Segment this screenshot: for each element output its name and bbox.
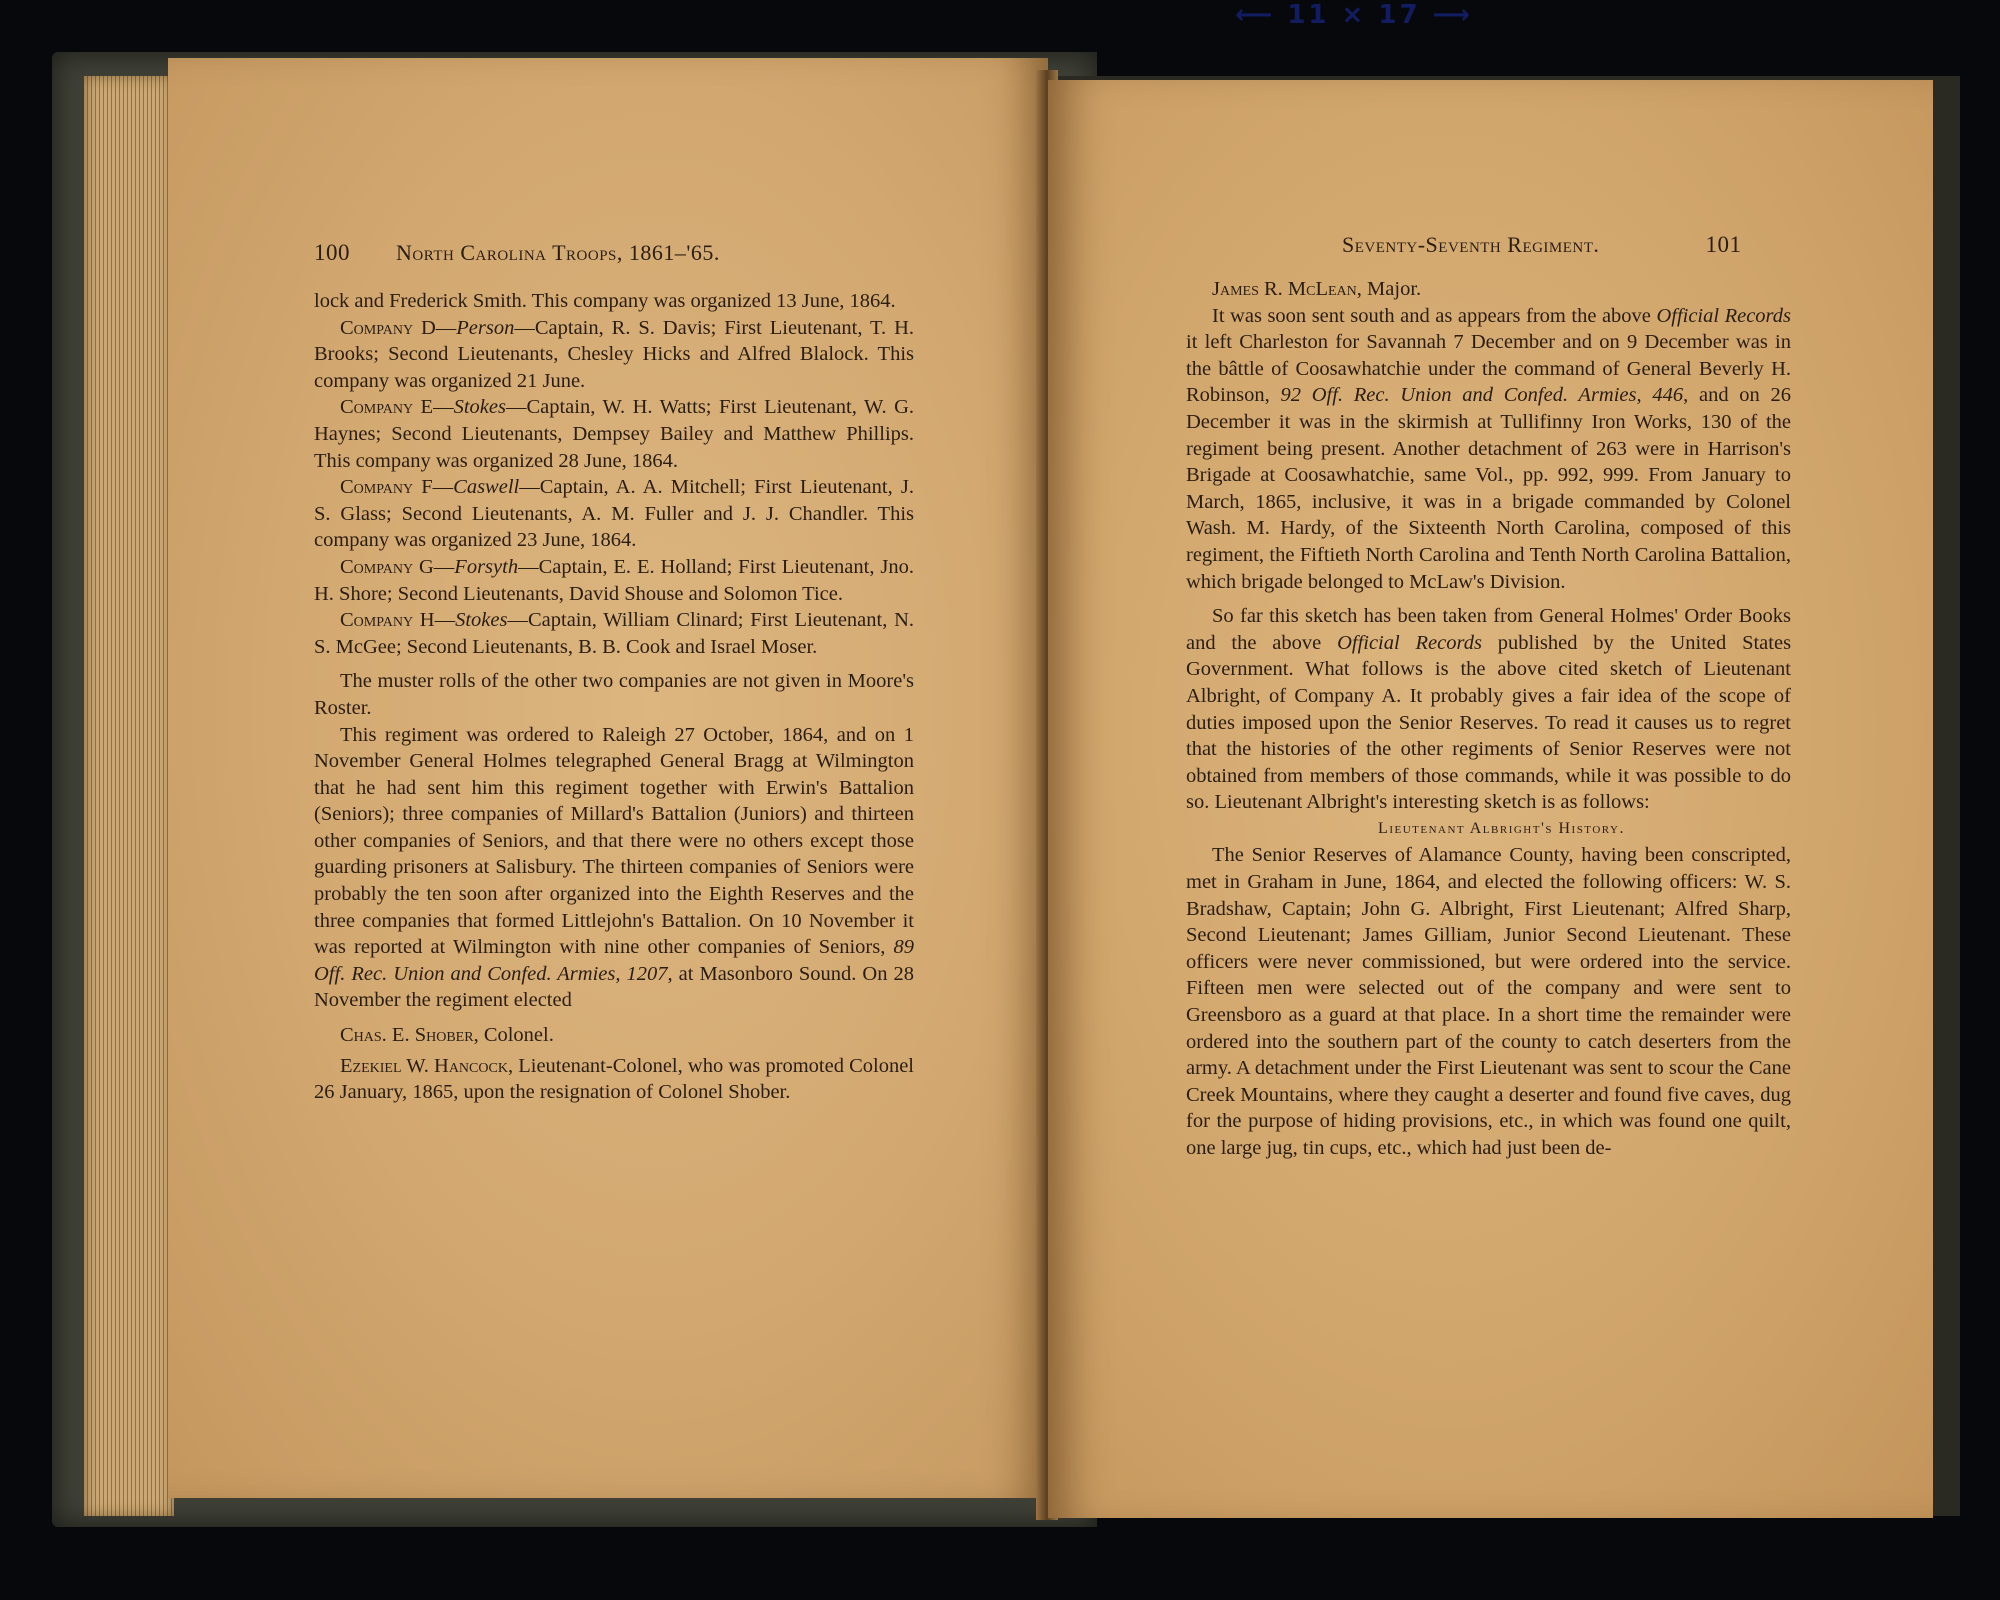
left-paragraph-4: Company G—Forsyth—Captain, E. E. Holland; First Lieutenant, Jno. H. Shore; Second Lieutenants, David Shouse and Solomon Tice. xyxy=(314,555,914,605)
page-edges xyxy=(84,76,174,1516)
left-running-head xyxy=(314,240,720,266)
left-body xyxy=(314,288,914,1106)
right-body xyxy=(1186,276,1791,1162)
right-south-paragraph: It was soon sent south and as appears from the above Official Records it left Charleston for Savannah 7 December and on 9 December was in the bâttle of Coosawhatchie under the command of General Beverly H. Robinson, 92 Off. Rec. Union and Confed. Armies, 446, and on 26 December it was in the skirmish at Tullifinny Iron Works, 130 of the regiment being present. Another detachment of 263 were in Harrison's Brigade at Coosawhatchie, same Vol., pp. 992, 999. From January to March, 1865, inclusive, it was in a brigade commanded by Colonel Wash. M. Hardy, of the Sixteenth North Carolina, composed of this regiment, the Fiftieth North Carolina and Tenth North Carolina Battalion, which brigade belonged to McLaw's Division. xyxy=(1186,304,1792,593)
officer-colonel: Chas. E. Shober, Colonel. xyxy=(340,1024,554,1047)
right-running-title: Seventy-Seventh Regiment. xyxy=(1342,232,1600,257)
left-paragraph-1: Company D—Person—Captain, R. S. Davis; First Lieutenant, T. H. Brooks; Second Lieutenants, Chesley Hicks and Alfred Blalock. This company was organized 21 June. xyxy=(314,316,914,392)
right-history-paragraph: The Senior Reserves of Alamance County, having been conscripted, met in Graham in June, 1864, and elected the following officers: W. S. Bradshaw, Captain; John G. Albright, First Lieutenant; Alfred Sharp, Second Lieutenant; James Gilliam, Junior Second Lieutenant. These officers were never commissioned, but were ordered into the service. Fifteen men were selected out of the company and were sent to Greensboro as a guard at that place. In a short time the remainder were ordered into the southern part of the county to catch deserters from the army. A detachment under the First Lieutenant was sent to scour the Cane Creek Mountains, where they caught a deserter and found five caves, dug for the purpose of hiding provisions, etc., in which was found one quilt, one large jug, tin cups, etc., which had just been de- xyxy=(1186,844,1791,1159)
officer-major: James R. McLean, Major. xyxy=(1212,278,1422,300)
left-muster-paragraph: The muster rolls of the other two companies are not given in Moore's Roster. xyxy=(314,670,914,719)
right-page xyxy=(1048,80,1933,1518)
left-paragraph-5: Company H—Stokes—Captain, William Clinard; First Lieutenant, N. S. McGee; Second Lieutenants, B. B. Cook and Israel Moser. xyxy=(314,609,914,658)
left-paragraph-3: Company F—Caswell—Captain, A. A. Mitchell; First Lieutenant, J. S. Glass; Second Lieutenants, A. M. Fuller and J. J. Chandler. This company was organized 23 June, 1864. xyxy=(314,476,914,552)
right-running-head xyxy=(1342,232,1741,258)
right-sketch-paragraph: So far this sketch has been taken from General Holmes' Order Books and the above Official Records published by the United States Government. What follows is the above cited sketch of Lieutenant Albright, of Company A. It probably gives a fair idea of the scope of duties imposed upon the Senior Reserves. To read it causes us to regret that the histories of the other regiments of Senior Reserves were not obtained from members of those commands, while it was possible to do so. Lieutenant Albright's interesting sketch is as follows: xyxy=(1186,605,1792,814)
right-folio: 101 xyxy=(1705,232,1742,257)
officer-lieutenant-colonel: Ezekiel W. Hancock, Lieutenant-Colonel, who was promoted Colonel 26 January, 1865, upon the resignation of Colonel Shober. xyxy=(314,1054,915,1104)
section-heading: Lieutenant Albright's History. xyxy=(1378,819,1625,837)
left-ordered-paragraph: This regiment was ordered to Raleigh 27 October, 1864, and on 1 November General Holmes telegraphed General Bragg at Wilmington that he had sent him this regiment together with Erwin's Battalion (Seniors); three companies of Millard's Battalion (Juniors) and thirteen other companies of Seniors, and that there were no others except those guarding prisoners at Salisbury. The thirteen companies of Seniors were probably the ten soon after organized into the Eighth Reserves and the three companies that formed Littlejohn's Battalion. On 10 November it was reported at Wilmington with nine other companies of Seniors, 89 Off. Rec. Union and Confed. Armies, 1207, at Masonboro Sound. On 28 November the regiment elected xyxy=(314,723,915,1012)
left-running-title: North Carolina Troops, 1861–'65. xyxy=(396,240,720,265)
left-paragraph-2: Company E—Stokes—Captain, W. H. Watts; First Lieutenant, W. G. Haynes; Second Lieutenants, Dempsey Bailey and Matthew Phillips. This company was organized 28 June, 1864. xyxy=(314,396,914,472)
left-paragraph-0: lock and Frederick Smith. This company was organized 13 June, 1864. xyxy=(314,290,896,312)
ruler-mark: ⟵ 11 × 17 ⟶ xyxy=(1235,0,1473,30)
left-page xyxy=(168,58,1048,1498)
left-folio: 100 xyxy=(314,240,350,265)
